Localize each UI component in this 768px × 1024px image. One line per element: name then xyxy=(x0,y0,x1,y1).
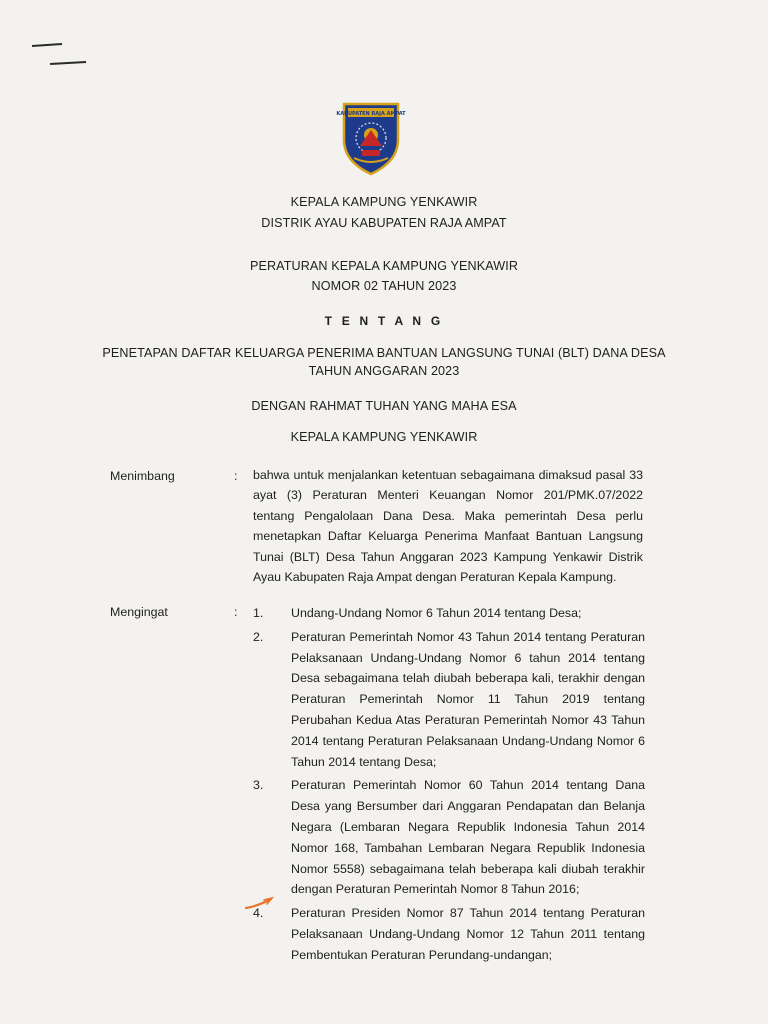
preamble-kepala: KEPALA KAMPUNG YENKAWIR xyxy=(290,430,478,444)
subject-line-2: TAHUN ANGGARAN 2023 xyxy=(308,364,460,378)
office-title: KEPALA KAMPUNG YENKAWIR xyxy=(290,195,478,209)
list-item xyxy=(253,603,645,624)
mengingat-list xyxy=(253,603,645,969)
list-item-number: 2. xyxy=(253,629,264,644)
subject-line-1: PENETAPAN DAFTAR KELUARGA PENERIMA BANTUAN LANGSUNG TUNAI (BLT) DANA DESA xyxy=(102,346,666,360)
preamble-rahmat: DENGAN RAHMAT TUHAN YANG MAHA ESA xyxy=(251,399,517,413)
emblem-banner-text: KABUPATEN RAJA AMPAT xyxy=(336,111,406,117)
regency-emblem-icon xyxy=(336,100,406,176)
menimbang-colon: : xyxy=(234,469,238,483)
menimbang-label: Menimbang xyxy=(110,469,175,483)
mengingat-colon: : xyxy=(234,605,238,619)
mengingat-label: Mengingat xyxy=(110,605,168,619)
tentang-heading: T E N T A N G xyxy=(324,314,444,328)
list-item-text: Peraturan Pemerintah Nomor 43 Tahun 2014 tentang Peraturan Pelaksanaan Undang-Undang Nomor 6 tahun 2014 tentang Desa sebagaimana telah diubah beberapa kali, terakhir dengan Peraturan Pemerintah Nomor 11 Tahun 2019 tentang Perubahan Kedua Atas Peraturan Pemerintah Nomor 43 Tahun 2014 tentang Peraturan Pelaksanaan Undang-Undang Nomor 6 Tahun 2014 tentang Desa; xyxy=(291,629,645,769)
regulation-title: PERATURAN KEPALA KAMPUNG YENKAWIR xyxy=(249,259,519,273)
list-item xyxy=(253,775,645,900)
list-item-text: Peraturan Pemerintah Nomor 60 Tahun 2014 tentang Dana Desa yang Bersumber dari Anggaran Pendapatan dan Belanja Negara (Lembaran Negara Republik Indonesia Tahun 2014 Nomor 168, Tambahan Lembaran Negara Republik Indonesia Nomor 5558) sebagaimana telah beberapa kali diubah terakhir dengan Peraturan Pemerintah Nomor 8 Tahun 2016; xyxy=(291,778,645,897)
list-item-text: Undang-Undang Nomor 6 Tahun 2014 tentang Desa; xyxy=(291,606,582,620)
office-district: DISTRIK AYAU KABUPATEN RAJA AMPAT xyxy=(261,216,507,230)
list-item xyxy=(253,903,645,965)
scan-mark xyxy=(32,43,62,47)
list-item-number: 4. xyxy=(253,906,264,921)
menimbang-text: bahwa untuk menjalankan ketentuan sebagaimana dimaksud pasal 33 ayat (3) Peraturan Menteri Keuangan Nomor 201/PMK.07/2022 tentang Pengalolaan Dana Desa. Maka pemerintah Desa perlu menetapkan Daftar Keluarga Penerima Manfaat Bantuan Langsung Tunai (BLT) Desa Tahun Anggaran 2023 Kampung Yenkawir Distrik Ayau Kabupaten Raja Ampat dengan Peraturan Kepala Kampung. xyxy=(253,468,643,585)
list-item-number: 1. xyxy=(253,606,264,620)
list-item-text: Peraturan Presiden Nomor 87 Tahun 2014 tentang Peraturan Pelaksanaan Undang-Undang Nomor 12 Tahun 2011 tentang Pembentukan Peraturan Perundang-undangan; xyxy=(291,906,645,962)
regulation-number: NOMOR 02 TAHUN 2023 xyxy=(311,279,457,293)
scan-mark xyxy=(50,61,86,64)
list-item-number: 3. xyxy=(253,778,264,793)
list-item xyxy=(253,627,645,773)
pen-mark-icon xyxy=(244,896,274,912)
